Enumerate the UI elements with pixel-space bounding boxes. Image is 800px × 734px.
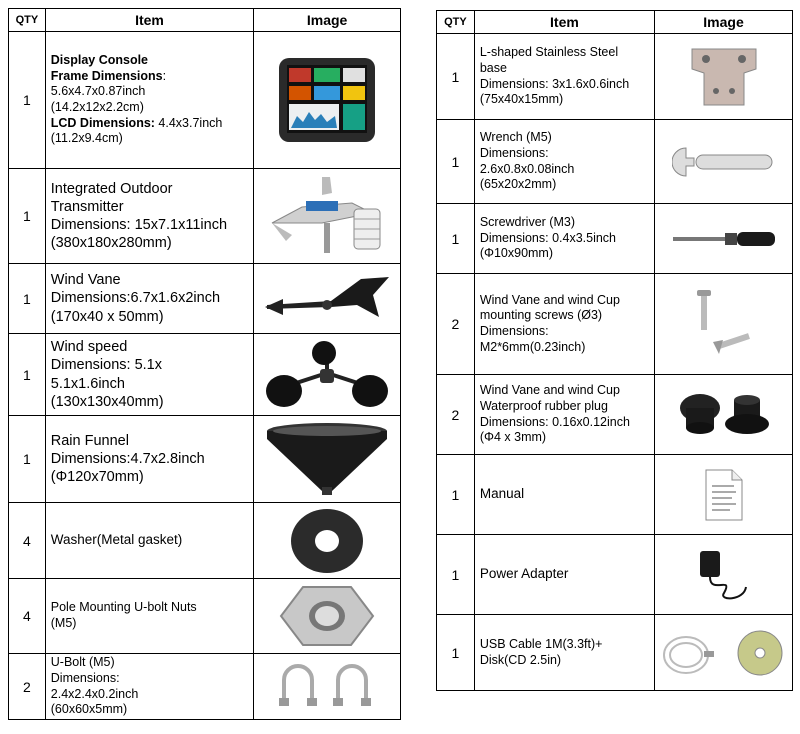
item-cell (45, 264, 253, 334)
item-header: Item (45, 9, 253, 32)
qty-cell: 1 (9, 416, 46, 503)
table-row (437, 455, 793, 535)
image-cell (655, 535, 793, 615)
item-cell (45, 32, 253, 169)
item-line: mounting screws (Ø3) (479, 308, 603, 323)
rubber-plug-icon (674, 386, 774, 444)
right-parts-table (436, 10, 793, 691)
qty-cell: 1 (437, 615, 475, 691)
qty-cell: 1 (437, 455, 475, 535)
item-cell (474, 455, 654, 535)
image-cell (655, 375, 793, 455)
item-cell (474, 120, 654, 204)
qty-cell: 1 (437, 34, 475, 120)
item-line: Dimensions: 5.1x (50, 357, 162, 374)
table-row (437, 34, 793, 120)
usb-cable-disk-icon (660, 625, 788, 681)
item-line: Dimensions: 0.4x3.5inch (479, 230, 617, 245)
item-line: (380x180x280mm) (50, 235, 172, 252)
item-line: Waterproof rubber plug (479, 398, 608, 413)
image-header: Image (655, 11, 793, 34)
hex-nut-icon (279, 583, 375, 649)
item-cell (45, 169, 253, 264)
screwdriver-icon (669, 229, 779, 249)
rain-funnel-icon (262, 421, 392, 497)
item-line: Dimensions:6.7x1.6x2inch (50, 290, 221, 307)
washer-icon (287, 505, 367, 577)
power-adapter-icon (694, 545, 754, 605)
item-line: Wrench (M5) (479, 130, 552, 145)
item-line: Disk(CD 2.5in) (479, 652, 562, 667)
qty-cell: 1 (9, 169, 46, 264)
item-line: base (479, 60, 507, 75)
item-line: LCD Dimensions: 4.4x3.7inch (50, 115, 223, 130)
image-cell (254, 264, 401, 334)
steel-base-icon (684, 43, 764, 111)
item-line: (65x20x2mm) (479, 177, 557, 192)
right-header-row (437, 11, 793, 34)
item-line: (Φ4 x 3mm) (479, 430, 547, 445)
item-line: (60x60x5mm) (50, 702, 128, 717)
image-cell (655, 615, 793, 691)
item-line: Dimensions: (479, 145, 549, 160)
table-row (437, 120, 793, 204)
image-cell (254, 654, 401, 720)
u-bolt-icon (272, 662, 382, 712)
item-line: Integrated Outdoor (50, 180, 173, 197)
item-line: Screwdriver (M3) (479, 215, 575, 230)
item-line: Dimensions: 0.16x0.12inch (479, 414, 630, 429)
item-cell (474, 615, 654, 691)
qty-cell: 2 (437, 375, 475, 455)
item-cell (474, 274, 654, 375)
wrench-icon (672, 144, 776, 180)
image-header: Image (254, 9, 401, 32)
item-line: Dimensions: 15x7.1x11inch (50, 217, 228, 233)
image-cell (254, 334, 401, 416)
item-line: Dimensions:4.7x2.8inch (50, 450, 205, 467)
left-parts-table (8, 8, 401, 720)
item-line: Wind Vane and wind Cup (479, 383, 620, 398)
item-line: USB Cable 1M(3.3ft)+ (479, 636, 603, 651)
item-line: (Φ10x90mm) (479, 246, 554, 261)
item-cell (474, 375, 654, 455)
qty-cell: 1 (9, 334, 46, 416)
qty-cell: 1 (9, 32, 46, 169)
table-row (437, 375, 793, 455)
item-line: (11.2x9.4cm) (50, 131, 123, 146)
item-line: Wind Vane and wind Cup (479, 292, 620, 307)
qty-cell: 1 (437, 204, 475, 274)
item-cell (45, 579, 253, 654)
image-cell (655, 204, 793, 274)
item-cell (474, 34, 654, 120)
item-line: 5.6x4.7x0.87inch (50, 84, 146, 99)
item-line: Dimensions: (50, 670, 120, 685)
item-line: 2.6x0.8x0.08inch (479, 161, 575, 176)
item-line: 2.4x2.4x0.2inch (50, 686, 139, 701)
item-line: (14.2x12x2.2cm) (50, 100, 144, 114)
item-line: Rain Funnel (50, 432, 129, 449)
item-header: Item (474, 11, 654, 34)
item-line: Dimensions: 3x1.6x0.6inch (479, 76, 630, 91)
qty-cell: 4 (9, 503, 46, 579)
table-row (9, 503, 401, 579)
item-cell (474, 204, 654, 274)
item-line: (75x40x15mm) (479, 92, 564, 107)
qty-cell: 1 (9, 264, 46, 334)
table-row (9, 579, 401, 654)
transmitter-icon (262, 173, 392, 259)
item-line: Pole Mounting U-bolt Nuts (50, 600, 197, 615)
item-line: Power Adapter (479, 566, 569, 582)
image-cell (254, 503, 401, 579)
item-cell (45, 416, 253, 503)
item-line: U-Bolt (M5) (50, 655, 115, 670)
table-row (437, 535, 793, 615)
qty-cell: 2 (437, 274, 475, 375)
item-cell (45, 503, 253, 579)
item-line: (130x130x40mm) (50, 393, 164, 410)
item-title: Display Console (50, 53, 149, 68)
qty-cell: 2 (9, 654, 46, 720)
item-cell (474, 535, 654, 615)
item-line: Transmitter (50, 198, 124, 215)
image-cell (254, 416, 401, 503)
item-line: (170x40 x 50mm) (50, 308, 164, 325)
image-cell (254, 579, 401, 654)
table-row (9, 169, 401, 264)
item-line: (M5) (50, 616, 77, 630)
left-header-row (9, 9, 401, 32)
table-row (9, 654, 401, 720)
table-row (437, 274, 793, 375)
table-row (437, 615, 793, 691)
item-cell (45, 334, 253, 416)
image-cell (655, 34, 793, 120)
qty-cell: 4 (9, 579, 46, 654)
item-line: L-shaped Stainless Steel (479, 45, 619, 60)
display-console-icon (277, 56, 377, 144)
screws-icon (689, 284, 759, 364)
manual-icon (704, 468, 744, 522)
image-cell (254, 169, 401, 264)
item-line: M2*6mm(0.23inch) (479, 339, 586, 354)
item-cell (45, 654, 253, 720)
table-row (9, 264, 401, 334)
qty-cell: 1 (437, 120, 475, 204)
qty-header: QTY (9, 9, 46, 32)
item-line: Manual (479, 486, 525, 502)
item-line: Frame Dimensions: (50, 68, 167, 83)
item-line: Washer(Metal gasket) (50, 532, 183, 548)
table-row (437, 204, 793, 274)
item-line: 5.1x1.6inch (50, 375, 125, 392)
item-line: Wind speed (50, 339, 128, 356)
image-cell (655, 120, 793, 204)
qty-header: QTY (437, 11, 475, 34)
wind-cup-icon (262, 339, 392, 411)
table-row (9, 416, 401, 503)
image-cell (655, 455, 793, 535)
item-line: Wind Vane (50, 272, 121, 289)
item-line: (Φ120x70mm) (50, 469, 144, 486)
qty-cell: 1 (437, 535, 475, 615)
item-line: Dimensions: (479, 324, 549, 338)
wind-vane-icon (261, 275, 393, 323)
image-cell (655, 274, 793, 375)
image-cell (254, 32, 401, 169)
table-row (9, 334, 401, 416)
table-row (9, 32, 401, 169)
